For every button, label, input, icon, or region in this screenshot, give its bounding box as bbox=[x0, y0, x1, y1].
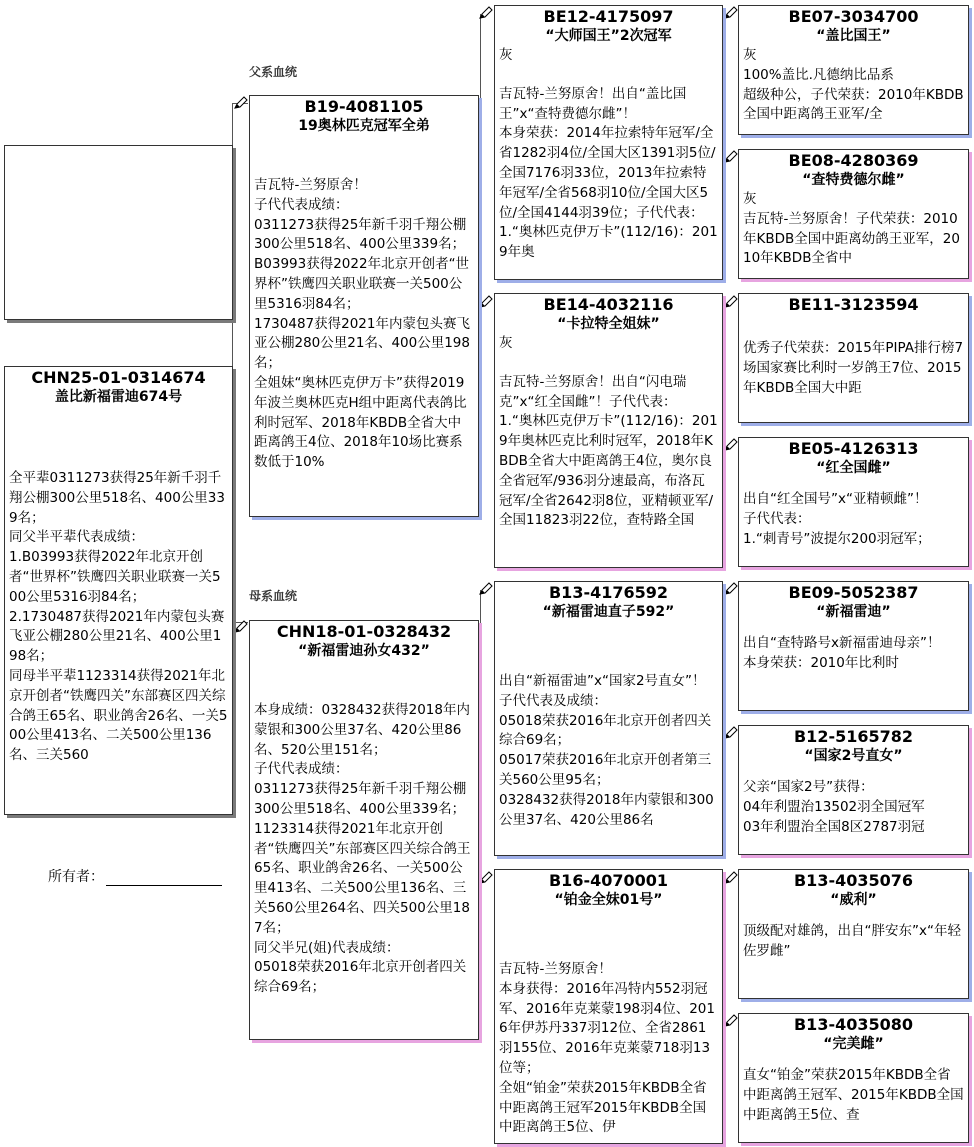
photo-placeholder[interactable] bbox=[4, 145, 233, 320]
gp-name: “铂金全妹01号” bbox=[554, 892, 663, 908]
sire-name: 19奥林匹克冠军全弟 bbox=[298, 118, 430, 134]
subject-text: 全平辈0311273获得25年新千羽千翔公棚300公里518名、400公里339名； 同父半平辈代表成绩： 1.B03993获得2022年北京开创者“世界杯”铁鹰四关职业联赛一关500公里5316羽84名； 2.1730487获得2021年内蒙包头赛飞亚公棚280公里21名、400公里198名； 同母半平辈1123314获得2021年北京开创者“铁鹰四关”东部赛区四关综合鸽王65名、职业鸽舍26名、一关500公里413名、二关500公里136名、三关560 bbox=[9, 470, 228, 764]
edit-pencil-icon[interactable] bbox=[723, 6, 739, 20]
edit-pencil-icon[interactable] bbox=[478, 582, 494, 596]
ggp-ring: B13-4035080 bbox=[793, 1015, 914, 1034]
gp-ring: BE12-4175097 bbox=[543, 7, 674, 26]
subject-ring: CHN25-01-0314674 bbox=[31, 368, 206, 387]
connector-gp2-ggp bbox=[724, 300, 725, 446]
ggp-name: “盖比国王” bbox=[816, 28, 891, 44]
gp-text: 吉瓦特-兰努原舍！出自“盖比国王”x“查特费德尔雌”！ 本身荣获：2014年拉索特年冠军/全省1282羽4位/全国大区1391羽5位/全国7176羽33位，2013年拉索特年冠军/全省568羽10位/全国大区5位/全国4144羽39位；子代代表：1.“奥林匹克伊万卡”(112/16)：2019年奥 bbox=[499, 85, 718, 261]
dam-ring: CHN18-01-0328432 bbox=[276, 622, 452, 641]
ggp-ring: B13-4035076 bbox=[793, 871, 914, 890]
edit-pencil-icon[interactable] bbox=[723, 438, 739, 452]
owner-blank[interactable] bbox=[106, 871, 222, 886]
ggp-ring: BE07-3034700 bbox=[788, 7, 919, 26]
gp-ring: BE14-4032116 bbox=[543, 295, 674, 314]
owner-label: 所有者： bbox=[48, 869, 104, 885]
ggp-color: 灰 bbox=[743, 47, 757, 63]
ggp-name: “新福雷迪” bbox=[816, 604, 891, 620]
ggp-text: 顶级配对雄鸽，出自“胖安东”x“年轻佐罗雌” bbox=[743, 923, 961, 959]
ggp-ring: BE09-5052387 bbox=[788, 583, 919, 602]
sire-card[interactable] bbox=[249, 95, 479, 517]
great-grandparent-card[interactable] bbox=[738, 725, 969, 855]
ggp-text: 100%盖比.凡德纳比品系 超级种公，子代荣获：2010年KBDB全国中距离鸽王亚军/全 bbox=[743, 66, 964, 123]
gp-name: “新福雷迪直子592” bbox=[542, 604, 675, 620]
ggp-text: 出自“红全国号”x“亚精顿雌”！ 子代代表： 1.“刺青号”波提尔200羽冠军； bbox=[743, 491, 931, 547]
ggp-name: “完美雌” bbox=[823, 1036, 884, 1052]
dam-text: 本身成绩：0328432获得2018年内蒙银和300公里37名、420公里86名、520公里151名； 子代代表成绩： 0311273获得25年新千羽千翔公棚300公里518名、400公里339名； 1123314获得2021年北京开创者“铁鹰四关”东部赛区四关综合鸽王65名、职业鸽舍26名、一关500公里413名、二关500公里136名、三关560公里264名、四关500公里187名； 同父半兄(姐)代表成绩： 05018荣获2016年北京开创者四关综合69名； bbox=[254, 702, 471, 996]
edit-pencil-icon[interactable] bbox=[723, 150, 739, 164]
ggp-ring: BE08-4280369 bbox=[788, 151, 919, 170]
sire-text: 吉瓦特-兰努原舍！ 子代代表成绩： 0311273获得25年新千羽千翔公棚300公里518名、400公里339名； B03993获得2022年北京开创者“世界杯”铁鹰四关职业联赛一关500公里5316羽84名； 1730487获得2021年内蒙包头赛飞亚公棚280公里21名、400公里198名； 全姐妹“奥林匹克伊万卡”获得2019年波兰奥林匹克H组中距离代表鸽比利时冠军、2018年KBDB全省大中距离鸽王4位、2018年10场比赛系数低于10% bbox=[254, 177, 470, 471]
gp-color: 灰 bbox=[499, 335, 513, 351]
gp-name: “大师国王”2次冠军 bbox=[545, 28, 672, 44]
edit-pencil-icon[interactable] bbox=[478, 6, 494, 20]
edit-pencil-icon[interactable] bbox=[478, 295, 494, 309]
gp-text: 吉瓦特-兰努原舍！出自“闪电瑞克”x“红全国雌”！子代代表： 1.“奥林匹克伊万卡”(112/16)：2019年奥林匹克比利时冠军，2018年KBDB全省大中距离鸽王4位，奥尔良全省冠军/936羽分速最高，布洛瓦冠军/全省2642羽8位，亚精顿亚军/全国11823羽22位，查特路全国 bbox=[499, 373, 718, 529]
subject-card[interactable] bbox=[4, 366, 233, 815]
dam-line-label: 母系血统 bbox=[249, 589, 298, 603]
edit-pencil-icon[interactable] bbox=[723, 1014, 739, 1028]
grandparent-card[interactable] bbox=[494, 5, 723, 280]
edit-pencil-icon[interactable] bbox=[233, 96, 249, 110]
great-grandparent-card[interactable] bbox=[738, 581, 969, 711]
connector-dam-gp bbox=[480, 590, 481, 880]
edit-pencil-icon[interactable] bbox=[233, 620, 249, 634]
great-grandparent-card[interactable] bbox=[738, 293, 969, 423]
sire-line-label: 父系血统 bbox=[249, 65, 298, 79]
gp-ring: B16-4070001 bbox=[548, 871, 669, 890]
edit-pencil-icon[interactable] bbox=[723, 582, 739, 596]
ggp-ring: BE05-4126313 bbox=[788, 439, 919, 458]
connector-gp4-ggp bbox=[724, 878, 725, 1024]
ggp-text: 出自“查特路号x新福雷迪母亲”！ 本身荣获：2010年比利时 bbox=[743, 635, 941, 671]
great-grandparent-card[interactable] bbox=[738, 149, 969, 279]
ggp-color: 灰 bbox=[743, 191, 757, 207]
great-grandparent-card[interactable] bbox=[738, 437, 969, 567]
ggp-ring: B12-5165782 bbox=[793, 727, 914, 746]
ggp-name: “查特费德尔雌” bbox=[802, 172, 905, 188]
ggp-text: 直女“铂金”荣获2015年KBDB全省中距离鸽王冠军、2015年KBDB全国中距离鸽王5位、查 bbox=[743, 1067, 964, 1123]
grandparent-card[interactable] bbox=[494, 869, 723, 1144]
gp-text: 吉瓦特-兰努原舍！ 本身获得：2016年冯特内552羽冠军、2016年克莱蒙198羽4位、2016年伊苏丹337羽12位、全省2861羽155位、2016年克莱蒙718羽13位等； 全姐“铂金”荣获2015年KBDB全省中距离鸽王冠军2015年KBDB全国中距离鸽王5位、伊 bbox=[499, 961, 715, 1136]
edit-pencil-icon[interactable] bbox=[478, 871, 494, 885]
connector-sire-gp bbox=[480, 14, 481, 304]
dam-card[interactable] bbox=[249, 620, 479, 1040]
connector-gp1-ggp bbox=[724, 14, 725, 160]
ggp-name: “威利” bbox=[830, 892, 877, 908]
grandparent-card[interactable] bbox=[494, 581, 723, 856]
ggp-name: “国家2号直女” bbox=[804, 748, 903, 764]
ggp-text: 父亲“国家2号”获得： 04年利盟治13502羽全国冠军 03年利盟治全国8区2787羽冠 bbox=[743, 779, 925, 835]
great-grandparent-card[interactable] bbox=[738, 5, 969, 135]
ggp-name: “红全国雌” bbox=[816, 460, 891, 476]
gp-text: 出自“新福雷迪”x“国家2号直女”！ 子代代表及成绩： 05018荣获2016年北京开创者四关综合69名； 05017荣获2016年北京开创者第三关560公里95名； 0328432获得2018年内蒙银和300公里37名、420公里86名 bbox=[499, 673, 714, 828]
gp-ring: B13-4176592 bbox=[548, 583, 669, 602]
owner-field[interactable] bbox=[48, 866, 233, 886]
connector-gp3-ggp bbox=[724, 590, 725, 736]
subject-name: 盖比新福雷迪674号 bbox=[54, 389, 183, 405]
gp-color: 灰 bbox=[499, 47, 513, 63]
ggp-text: 吉瓦特-兰努原舍！子代荣获：2010年KBDB全国中距离幼鸽王亚军，2010年KBDB全省中 bbox=[743, 210, 960, 267]
ggp-text: 优秀子代荣获：2015年PIPA排行榜7场国家赛比利时一岁鸽王7位、2015年KBDB全国大中距 bbox=[743, 340, 964, 396]
gp-name: “卡拉特全姐妹” bbox=[557, 316, 660, 332]
edit-pencil-icon[interactable] bbox=[723, 295, 739, 309]
ggp-ring: BE11-3123594 bbox=[788, 295, 919, 314]
dam-name: “新福雷迪孙女432” bbox=[298, 643, 430, 659]
great-grandparent-card[interactable] bbox=[738, 1013, 969, 1143]
edit-pencil-icon[interactable] bbox=[723, 726, 739, 740]
sire-ring: B19-4081105 bbox=[304, 97, 424, 116]
grandparent-card[interactable] bbox=[494, 293, 723, 568]
edit-pencil-icon[interactable] bbox=[723, 871, 739, 885]
great-grandparent-card[interactable] bbox=[738, 869, 969, 999]
